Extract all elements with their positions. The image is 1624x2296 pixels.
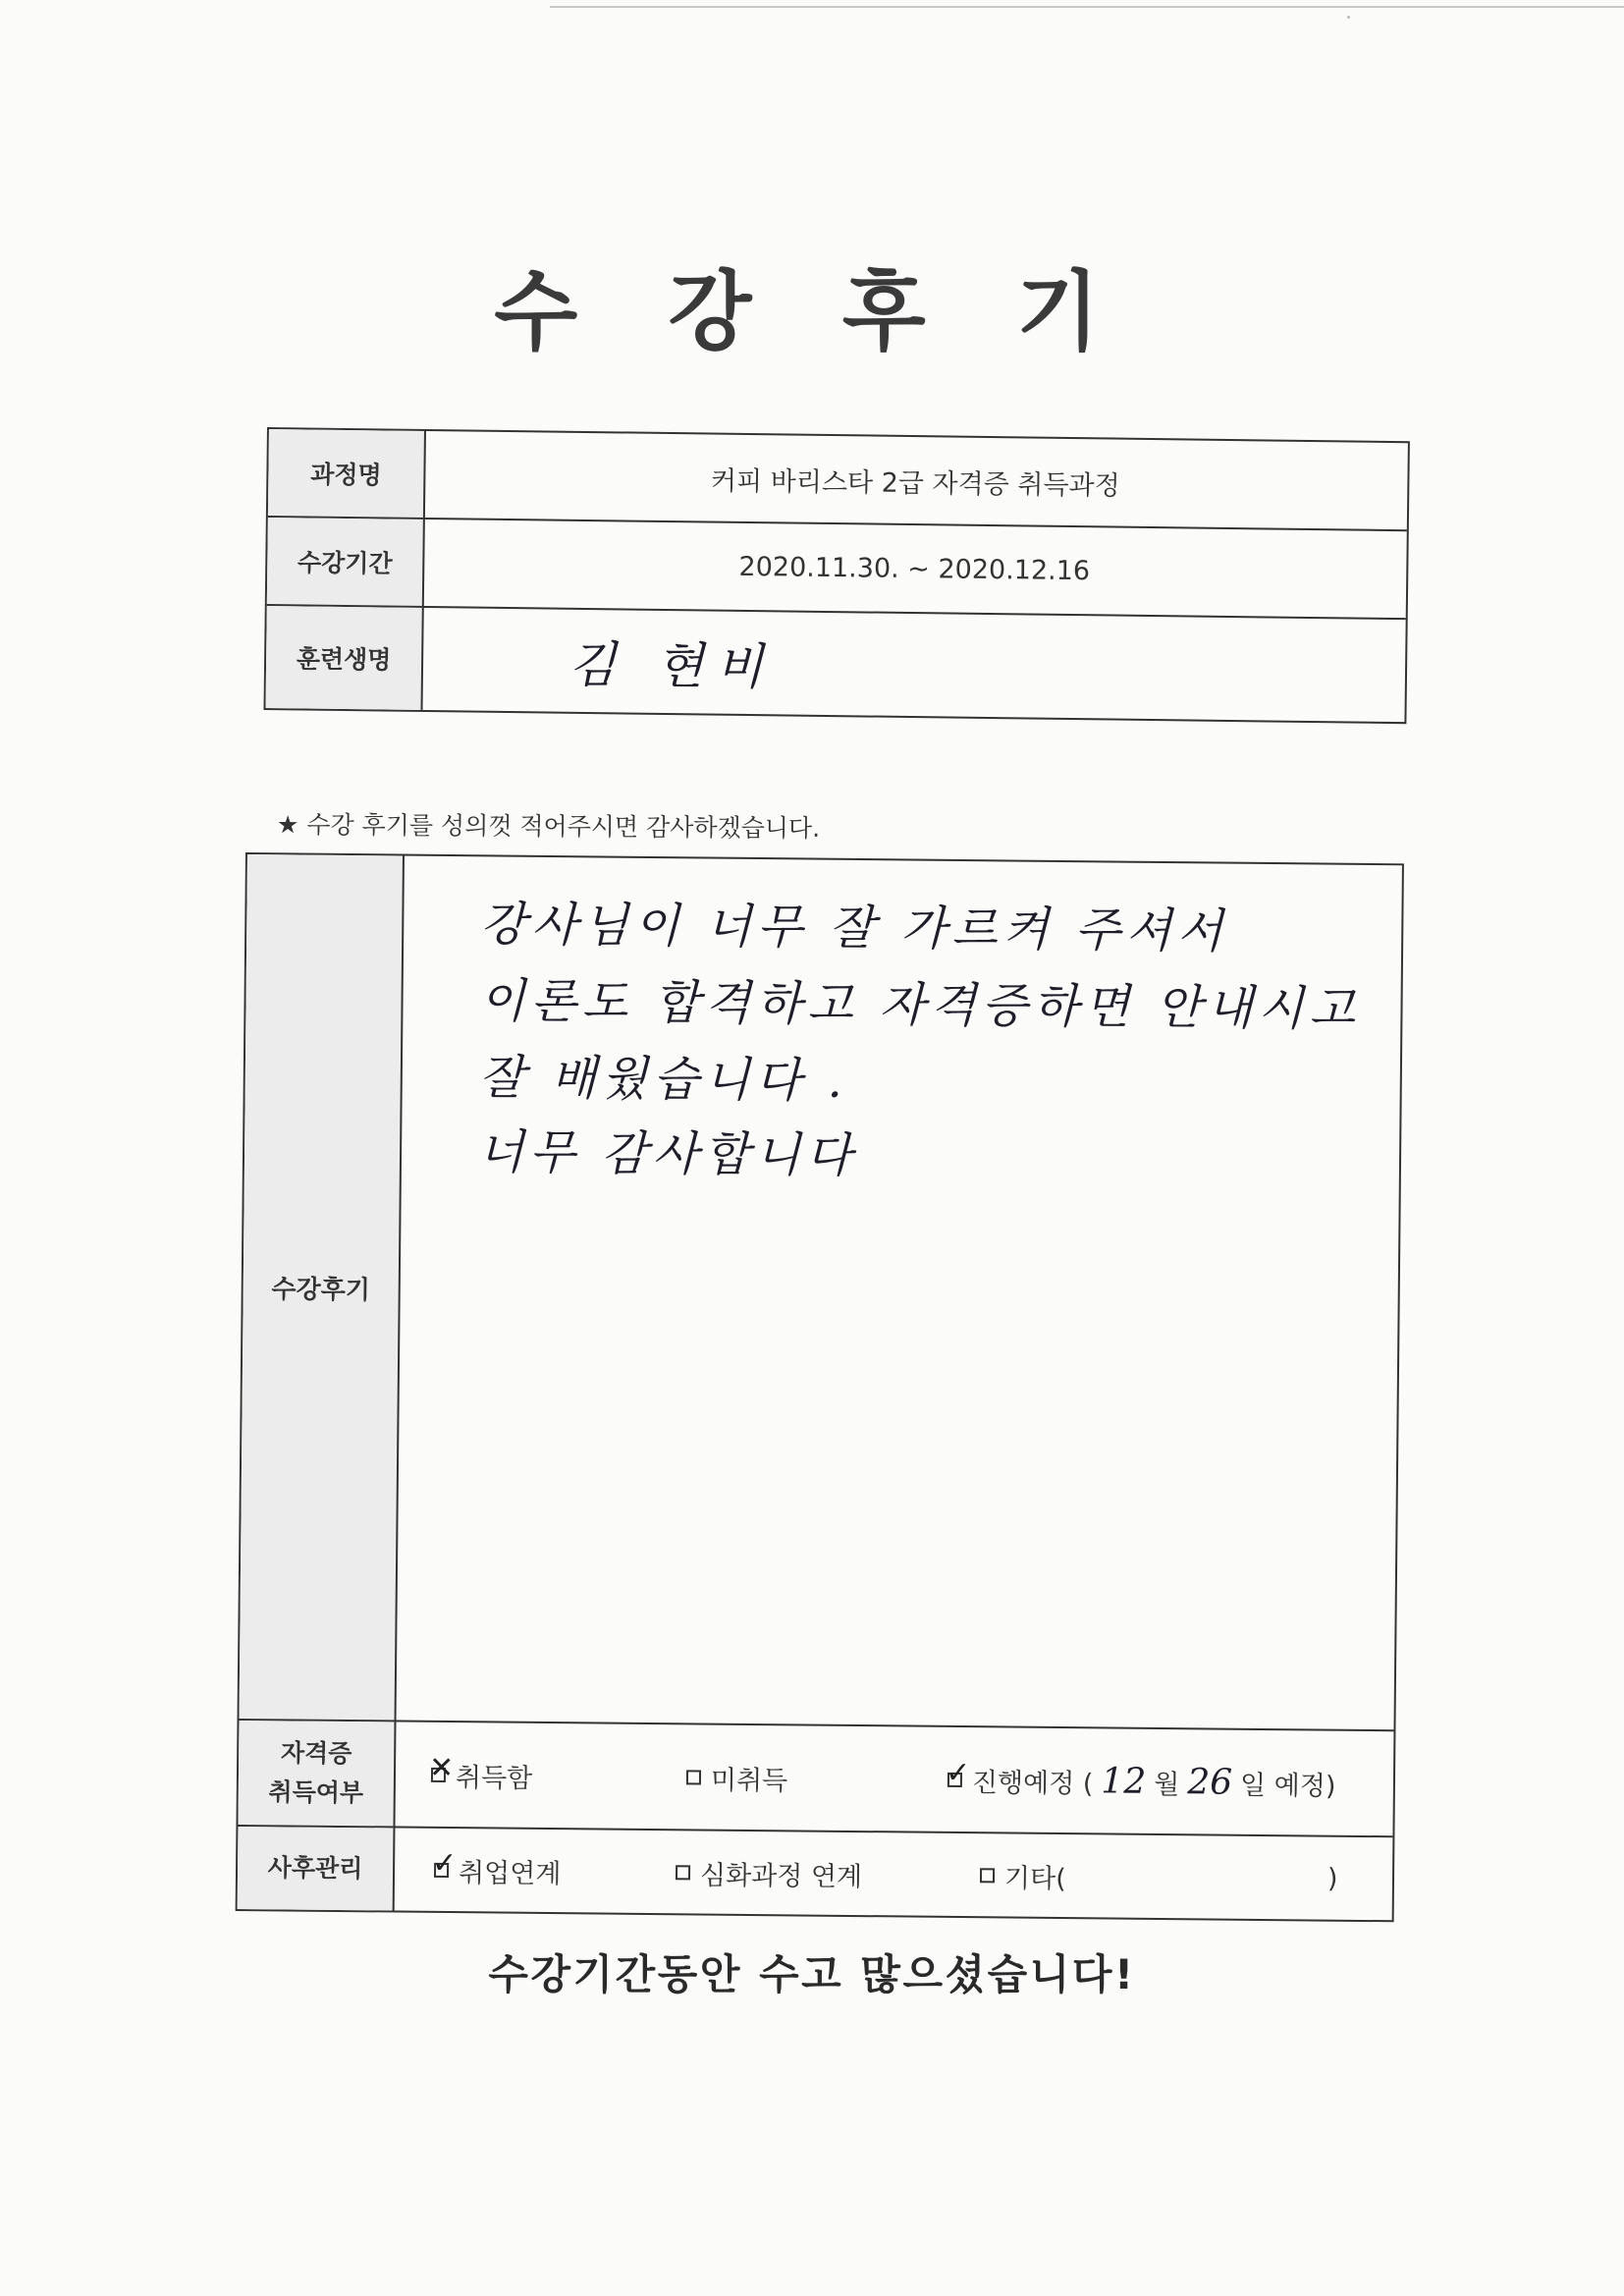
planned-day: 26 [1187,1761,1233,1803]
aftercare-label: 사후관리 [238,1827,396,1911]
planned-month: 12 [1101,1760,1147,1802]
period-row [267,516,1407,618]
notice-text: ★ 수강 후기를 성의껏 적어주시면 감사하겠습니다. [276,810,821,843]
option-not-acquired-label: 미취득 [710,1765,788,1796]
option-advanced-course-label: 심화과정 연계 [699,1859,863,1892]
checkbox-in-progress[interactable] [945,1755,971,1790]
course-value: 커피 바리스타 2급 자격증 취득과정 [710,465,1120,502]
review-line-3: 잘 배웠습니다 . [478,1050,848,1109]
period-value: 2020.11.30. ~ 2020.12.16 [738,551,1091,586]
name-value: 김 현비 [568,635,777,696]
check-mark-icon: ✕ [428,1750,455,1785]
certificate-label-line1: 자격증 [280,1738,352,1769]
option-in-progress-label: 진행예정 ( [971,1767,1094,1799]
option-acquired[interactable] [430,1722,532,1828]
option-advanced-course[interactable] [676,1831,863,1915]
course-label: 과정명 [268,429,426,518]
name-label: 훈련생명 [266,606,424,710]
option-other[interactable] [980,1833,1067,1917]
other-close-paren: ) [1326,1863,1338,1894]
scan-edge-line [550,6,1624,8]
review-line-2: 이론도 합격하고 자격증하면 안내시고 [479,973,1361,1037]
option-job-link[interactable] [431,1829,562,1912]
planned-day-suffix: 일 예정) [1239,1770,1336,1802]
certificate-row [238,1719,1393,1835]
check-mark-icon: ✓ [431,1845,458,1881]
certificate-label-line2: 취득여부 [268,1777,364,1808]
checkbox-not-acquired[interactable] [686,1770,701,1784]
review-line-1: 강사님이 너무 잘 가르켜 주셔서 [480,897,1229,959]
review-body [395,856,1402,1730]
review-table [236,852,1404,1922]
option-other-label: 기타( [1003,1862,1066,1894]
review-line-4: 너무 감사합니다 [477,1124,858,1183]
closing-message: 수강기간동안 수고 많으셨습니다! [488,1950,1136,1998]
certificate-label [238,1721,396,1827]
scan-dot [1347,16,1350,19]
check-mark-icon: ✓ [945,1755,971,1790]
checkbox-acquired[interactable] [428,1750,455,1785]
planned-month-unit: 월 [1154,1769,1180,1800]
period-label: 수강기간 [267,518,425,606]
checkbox-job-link[interactable] [431,1845,458,1881]
checkbox-other[interactable] [980,1868,995,1883]
checkbox-advanced-course[interactable] [676,1865,690,1880]
page-title: 수 강 후 기 [494,261,1130,362]
aftercare-row [238,1825,1393,1920]
review-label: 수강후기 [240,854,405,1720]
option-acquired-label: 취득함 [455,1762,533,1794]
course-row [268,429,1408,529]
name-row [266,604,1406,722]
option-in-progress[interactable] [947,1727,1336,1835]
option-not-acquired[interactable] [685,1724,787,1830]
option-job-link-label: 취업연계 [458,1857,562,1889]
info-table [263,427,1409,724]
